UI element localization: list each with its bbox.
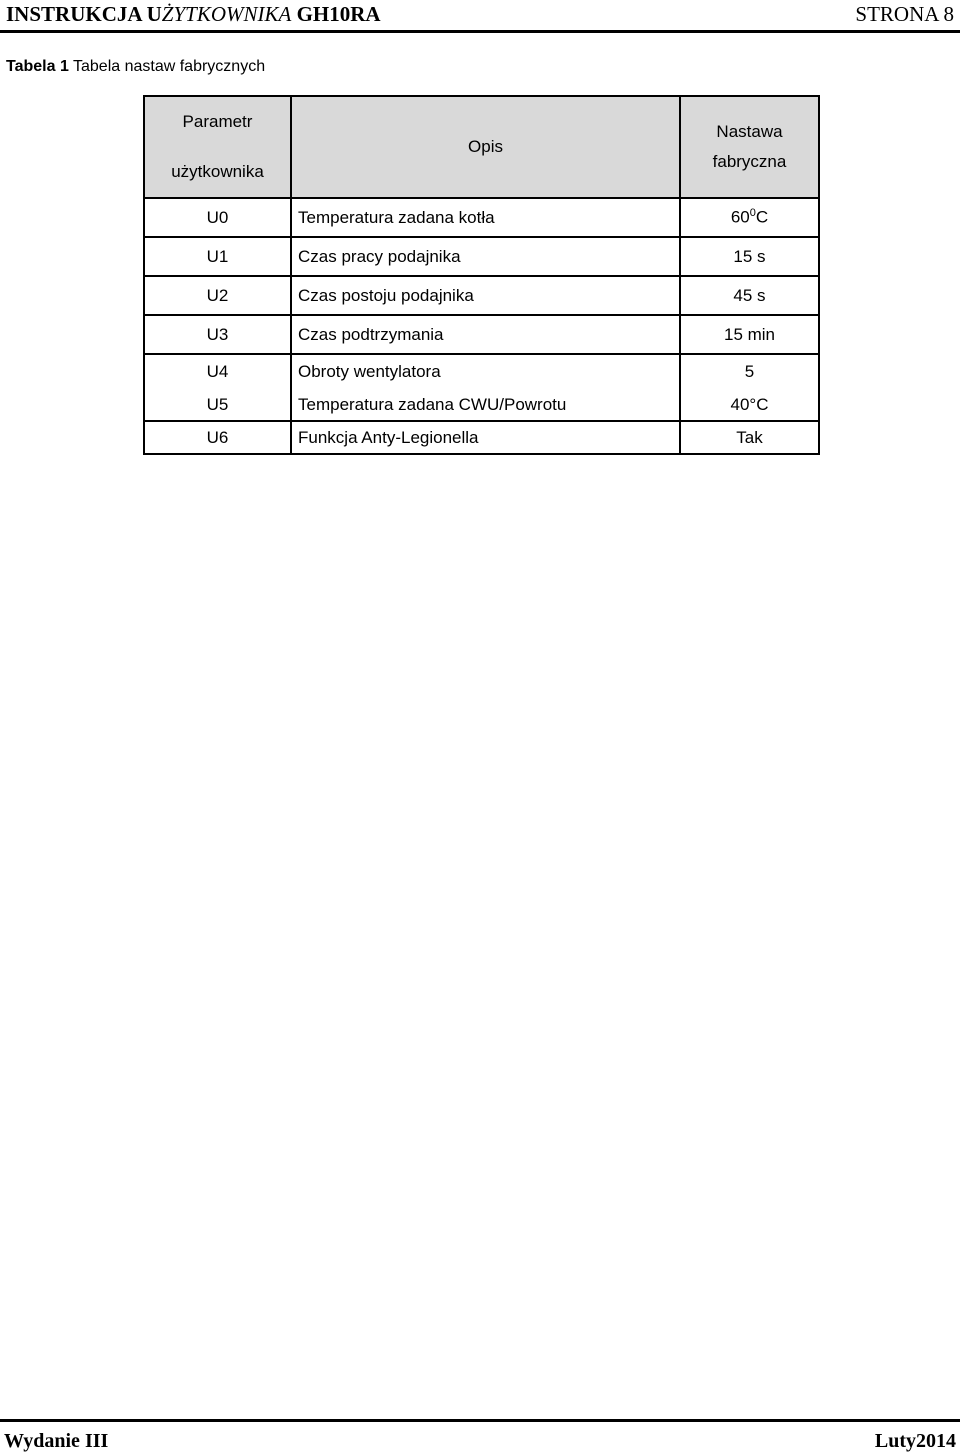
param-cell: U5 — [144, 389, 291, 421]
value-cell: $60^0C$ — [680, 198, 819, 237]
opis-cell: Czas pracy podajnika — [291, 237, 680, 276]
date-label: Luty2014 — [874, 1430, 956, 1452]
param-cell: U1 — [144, 237, 291, 276]
edition-label: Wydanie III — [4, 1430, 109, 1452]
value-cell: 45 s — [680, 276, 819, 315]
opis-cell: Funkcja Anty-Legionella — [291, 421, 680, 454]
opis-cell: Czas podtrzymania — [291, 315, 680, 354]
table-row — [144, 315, 819, 354]
header-nastawa: Nastawa fabryczna — [680, 96, 819, 198]
value-cell: 15 min — [680, 315, 819, 354]
caption-label: Tabela 1 — [6, 58, 69, 75]
value-cell: 40°C — [680, 389, 819, 421]
table-row — [144, 421, 819, 454]
param-cell: U6 — [144, 421, 291, 454]
param-cell: U0 — [144, 198, 291, 237]
header-opis: Opis — [291, 96, 680, 198]
document-title: INSTRUKCJA UŻYTKOWNIKA GH10RA — [6, 2, 381, 26]
table-caption — [6, 58, 265, 76]
caption-text: Tabela nastaw fabrycznych — [68, 58, 266, 75]
page-number: STRONA 8 — [855, 2, 954, 26]
opis-cell: Obroty wentylatora — [291, 354, 680, 389]
opis-cell: Temperatura zadana CWU/Powrotu — [291, 389, 680, 421]
page-header — [0, 0, 960, 33]
header-param: Parametr użytkownika — [144, 96, 291, 198]
table-row — [144, 198, 819, 237]
factory-settings-table — [143, 95, 820, 455]
opis-cell: Czas postoju podajnika — [291, 276, 680, 315]
page-footer — [0, 1419, 960, 1456]
param-cell: U2 — [144, 276, 291, 315]
value-cell: 15 s — [680, 237, 819, 276]
table-row — [144, 389, 819, 421]
opis-cell: Temperatura zadana kotła — [291, 198, 680, 237]
param-cell: U4 — [144, 354, 291, 389]
value-cell: Tak — [680, 421, 819, 454]
table-row — [144, 276, 819, 315]
param-cell: U3 — [144, 315, 291, 354]
table-row — [144, 237, 819, 276]
table-header-row — [144, 96, 819, 198]
value-cell: 5 — [680, 354, 819, 389]
table-row — [144, 354, 819, 389]
